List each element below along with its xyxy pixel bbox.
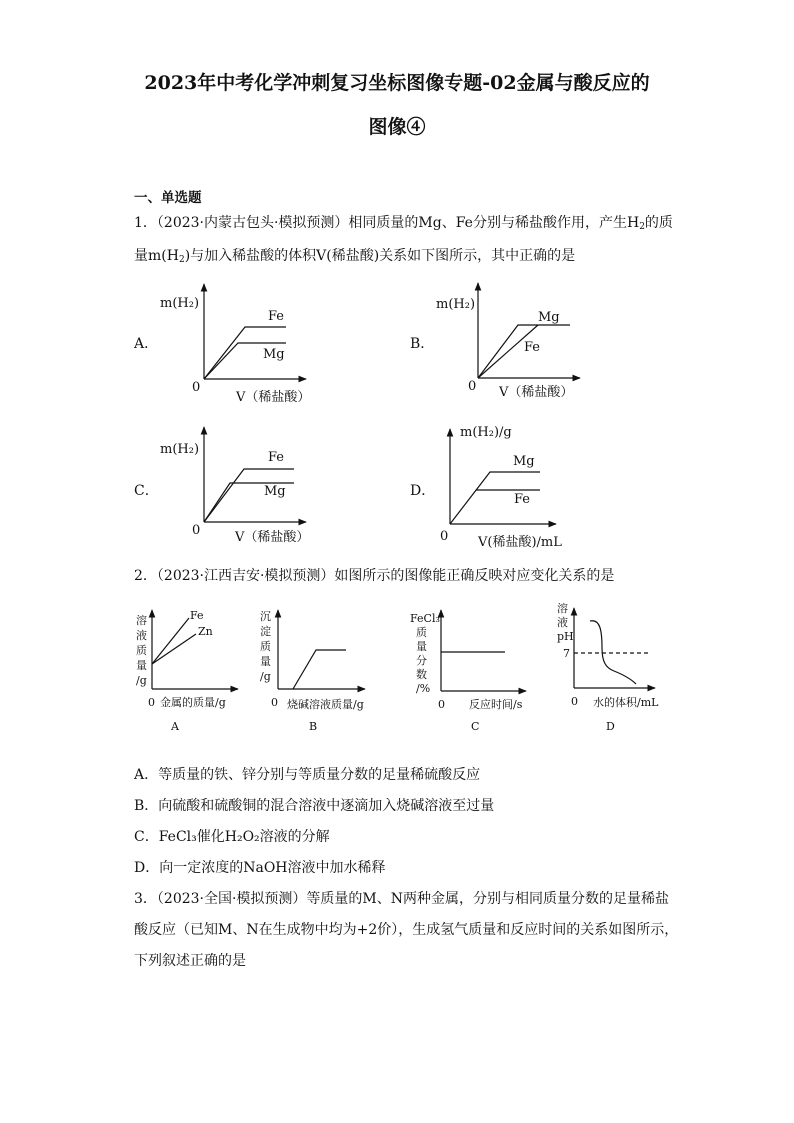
q2-graph-b [278, 610, 365, 689]
q2-d-xlabel: 水的体积/mL [593, 696, 659, 709]
q1-graph-c [204, 427, 306, 522]
q2-c-ylabel-2: 量 [416, 640, 427, 653]
q1-option-c-label: C． [134, 483, 159, 499]
graph-line-precipitate [293, 650, 346, 689]
q2-a-caption: A [171, 720, 179, 733]
q2-b-ylabel-2: 质 [260, 640, 271, 653]
document-title-line-1: 2023年中考化学冲刺复习坐标图像专题-02金属与酸反应的 [144, 72, 650, 94]
q1-b-xlabel: V（稀盐酸） [499, 385, 574, 400]
q1-a-top-label: Fe [268, 309, 285, 324]
document-title-line-2: 图像④ [368, 116, 426, 138]
q2-c-ylabel-1: 质 [416, 626, 427, 639]
q2-a-fe-label: Fe [190, 609, 204, 622]
q1-d-top-label: Mg [513, 454, 535, 469]
q2-stem: 2．（2023·江西吉安·模拟预测）如图所示的图像能正确反映对应变化关系的是 [134, 568, 615, 584]
q2-option-a: A．等质量的铁、锌分别与等质量分数的足量稀硫酸反应 [134, 767, 481, 783]
q1-stem-line-1: 1．（2023·内蒙古包头·模拟预测）相同质量的Mg、Fe分别与稀盐酸作用，产生$H_2$的质 [134, 215, 673, 232]
q1-b-ylabel: m(H₂) [436, 297, 476, 312]
q1-a-ylabel: m(H₂) [160, 296, 200, 311]
q2-graph-d [574, 608, 655, 688]
q1-d-bottom-label: Fe [514, 492, 531, 507]
graph-curve-ph [590, 621, 636, 684]
q1-c-bottom-label: Mg [264, 484, 286, 499]
q2-graph-c [441, 610, 526, 691]
q2-b-caption: B [309, 720, 318, 733]
q2-b-ylabel-4: /g [260, 670, 271, 683]
q2-a-ylabel-0: 溶 [136, 614, 147, 627]
graph-line-fe [152, 618, 189, 664]
q2-option-b: B．向硫酸和硫酸铜的混合溶液中逐滴加入烧碱溶液至过量 [134, 798, 495, 814]
q1-stem-line-2: 量$m(H_2)$与加入稀盐酸的体积V(稀盐酸)关系如下图所示，其中正确的是 [134, 248, 576, 265]
q1-d-ylabel: m(H₂)/g [460, 425, 512, 440]
q1-d-origin: 0 [440, 529, 449, 544]
q3-stem-line-1: 3．（2023·全国·模拟预测）等质量的M、N两种金属，分别与相同质量分数的足量稀盐 [134, 891, 670, 907]
q1-graph-d [450, 429, 556, 524]
q2-option-c: C．FeCl₃催化H₂O₂溶液的分解 [134, 829, 330, 845]
q2-option-d: D．向一定浓度的NaOH溶液中加水稀释 [134, 860, 386, 876]
q1-graph-a [204, 284, 306, 379]
q2-b-ylabel-1: 淀 [260, 625, 271, 638]
q3-stem-line-3: 下列叙述正确的是 [134, 953, 246, 969]
section-heading: 一、单选题 [134, 190, 202, 206]
q2-b-origin: 0 [271, 696, 278, 709]
q2-c-origin: 0 [438, 698, 445, 711]
q2-c-ylabel-4: 数 [416, 668, 427, 681]
q2-d-ylabel-2: pH [557, 630, 574, 643]
q2-d-origin: 0 [571, 695, 578, 708]
q2-c-caption: C [471, 720, 480, 733]
q1-d-xlabel: V(稀盐酸)/mL [478, 535, 562, 550]
q2-d-caption: D [606, 720, 615, 733]
q1-option-d-label: D． [410, 483, 436, 499]
q1-b-top-label: Mg [538, 310, 560, 325]
q2-c-xlabel: 反应时间/s [469, 698, 523, 711]
q1-c-top-label: Fe [268, 450, 285, 465]
q2-a-ylabel-4: /g [136, 674, 147, 687]
q2-d-ylabel-1: 液 [557, 616, 568, 629]
q1-option-b-label: B． [410, 336, 435, 352]
q1-b-origin: 0 [468, 379, 477, 394]
q2-b-ylabel-3: 量 [260, 655, 271, 668]
q2-b-xlabel: 烧碱溶液质量/g [287, 698, 364, 711]
q2-a-ylabel-3: 量 [136, 659, 147, 672]
q1-c-origin: 0 [192, 523, 201, 538]
q2-c-ylabel-3: 分 [416, 654, 427, 667]
q2-d-ylabel-0: 溶 [557, 602, 568, 615]
q1-graph-b [478, 283, 580, 378]
q3-stem-line-2: 酸反应（已知M、N在生成物中均为+2价），生成氢气质量和反应时间的关系如图所示， [134, 922, 679, 938]
q2-a-ylabel-1: 液 [136, 629, 147, 642]
q1-c-ylabel: m(H₂) [160, 442, 200, 457]
q1-option-a-label: A． [134, 336, 159, 352]
q1-a-bottom-label: Mg [263, 347, 285, 362]
q2-a-xlabel: 金属的质量/g [160, 696, 226, 709]
q1-b-bottom-label: Fe [524, 340, 541, 355]
q2-a-zn-label: Zn [198, 625, 213, 638]
q1-c-xlabel: V（稀盐酸） [235, 530, 310, 545]
q2-c-ylabel-5: /% [416, 682, 431, 695]
q1-a-xlabel: V（稀盐酸） [236, 390, 311, 405]
q2-b-ylabel-0: 沉 [260, 610, 271, 623]
q2-a-origin: 0 [148, 696, 155, 709]
q1-a-origin: 0 [192, 380, 201, 395]
q2-d-ph7-label: 7 [563, 647, 570, 660]
q2-c-ylabel-0: FeCl₃ [410, 612, 440, 625]
graph-line-zn [152, 634, 196, 664]
q2-a-ylabel-2: 质 [136, 644, 147, 657]
